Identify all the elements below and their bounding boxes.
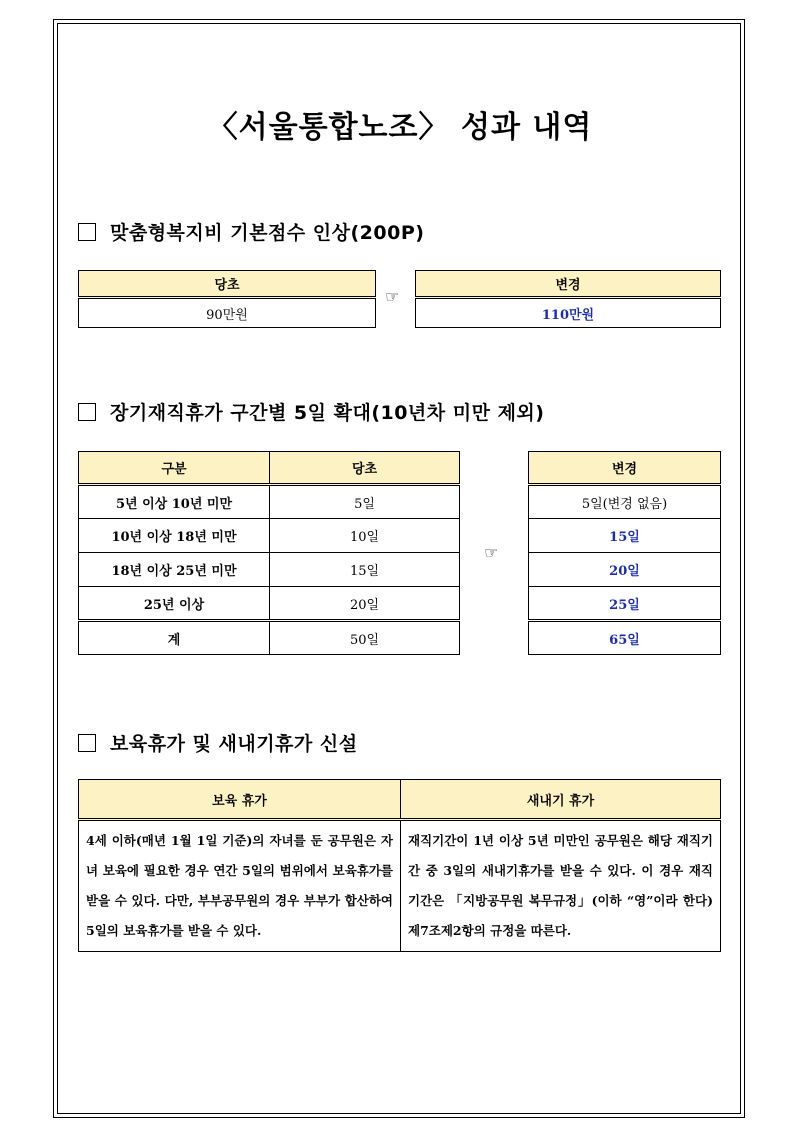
section-childcare-newcomer-leave [78, 729, 358, 756]
leave-row-before: 10일 [270, 519, 460, 553]
checkbox-square-icon [78, 734, 96, 752]
newcomer-leave-header: 새내기 휴가 [401, 780, 721, 820]
newcomer-leave-text: 재직기간이 1년 이상 5년 미만인 공무원은 해당 재직기간 중 3일의 새내기휴가를 받을 수 있다. 이 경우 재직기간은 「지방공무원 복무규정」(이하 “영”이라 한다) 제7조제2항의 규정을 따른다. [401, 820, 721, 952]
section-label: 장기재직휴가 구간별 5일 확대(10년차 미만 제외) [110, 402, 545, 424]
leave-header-after: 변경 [529, 452, 721, 485]
leave-row-before: 20일 [270, 587, 460, 621]
childcare-leave-text: 4세 이하(매년 1월 1일 기준)의 자녀를 둔 공무원은 자녀 보육에 필요한 경우 연간 5일의 범위에서 보육휴가를 받을 수 있다. 다만, 부부공무원의 경우 부부가 합산하여 5일의 보육휴가를 받을 수 있다. [79, 820, 401, 952]
section-label: 맞춤형복지비 기본점수 인상(200P) [110, 222, 425, 244]
welfare-after-table [415, 270, 721, 328]
leave-row-after: 25일 [529, 587, 721, 621]
checkbox-square-icon [78, 403, 96, 421]
welfare-before-header: 당초 [79, 271, 376, 298]
welfare-before-table [78, 270, 376, 328]
section-label: 보육휴가 및 새내기휴가 신설 [110, 733, 358, 755]
welfare-after-header: 변경 [416, 271, 721, 298]
leave-row-label: 10년 이상 18년 미만 [79, 519, 270, 553]
welfare-after-value: 110만원 [416, 298, 721, 328]
leave-row-label: 25년 이상 [79, 587, 270, 621]
welfare-before-value: 90만원 [79, 298, 376, 328]
leave-row-before: 5일 [270, 485, 460, 519]
page-title: 〈서울통합노조〉 성과 내역 [207, 110, 593, 145]
leave-row-before: 15일 [270, 553, 460, 587]
pointing-hand-icon: ☞ [484, 543, 499, 562]
section-welfare [78, 218, 424, 245]
leave-row-after: 15일 [529, 519, 721, 553]
leave-row-after: 5일(변경 없음) [529, 485, 721, 519]
leave-header-category: 구분 [79, 452, 270, 485]
leave-after-table [528, 451, 721, 655]
new-leave-table [78, 779, 721, 952]
pointing-hand-icon: ☞ [385, 287, 400, 306]
leave-total-label: 계 [79, 621, 270, 655]
leave-row-label: 5년 이상 10년 미만 [79, 485, 270, 519]
childcare-leave-header: 보육 휴가 [79, 780, 401, 820]
leave-header-before: 당초 [270, 452, 460, 485]
leave-total-after: 65일 [529, 621, 721, 655]
section-long-service-leave [78, 398, 544, 425]
leave-total-before: 50일 [270, 621, 460, 655]
checkbox-square-icon [78, 223, 96, 241]
leave-row-label: 18년 이상 25년 미만 [79, 553, 270, 587]
leave-row-after: 20일 [529, 553, 721, 587]
leave-before-table [78, 451, 460, 655]
